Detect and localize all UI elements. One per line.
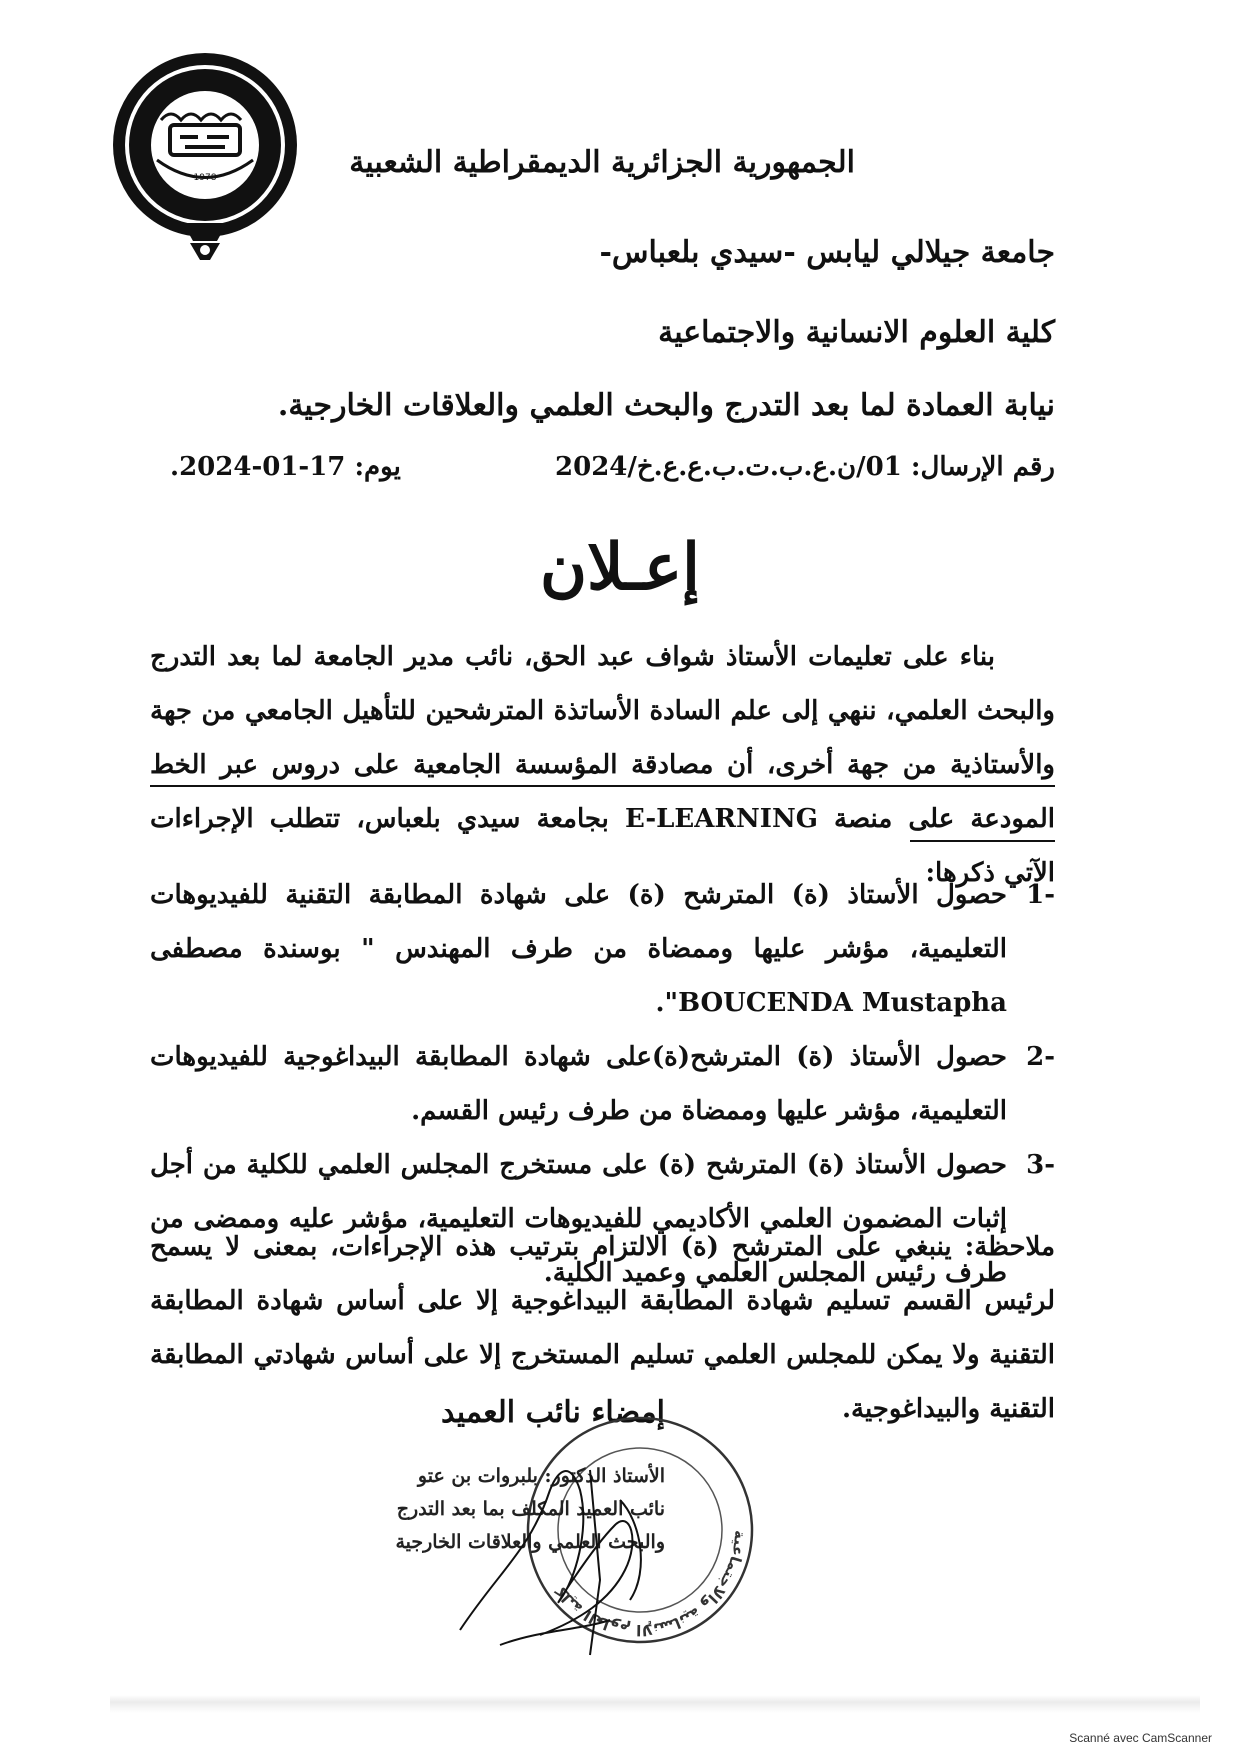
scan-edge-band: [110, 1695, 1200, 1713]
stamp-line: والبحث العلمي والعلاقات الخارجية: [395, 1531, 665, 1553]
logo-year: 1978: [193, 173, 217, 183]
handwritten-signature: [440, 1430, 740, 1660]
stamp-line: الأستاذ الدكتور: بلبروات بن عتو: [417, 1465, 665, 1487]
vice-deanship-name: نيابة العمادة لما بعد التدرج والبحث العلمي والعلاقات الخارجية.: [277, 388, 1055, 423]
reference-row: [170, 452, 1055, 496]
announcement-title: إعـلان: [540, 530, 700, 605]
item-number: -3: [1026, 1150, 1055, 1180]
signature-title: إمضاء نائب العميد: [441, 1395, 665, 1430]
item-text: حصول الأستاذ (ة) المترشح (ة) على مستخرج المجلس العلمي للكلية من أجل إثبات المضمون العلمي الأكاديمي للفيديوهات التعليمية، مؤشر عليه وممضى من طرف رئيس المجلس العلمي وعميد الكلية.: [150, 1150, 1007, 1288]
scanner-footer: Scanné avec CamScanner: [1069, 1731, 1212, 1745]
reference-number: رقم الإرسال: 01/ن.ع.ب.ت.ب.ع.ع.خ/2024: [555, 452, 1055, 482]
list-item: [150, 1030, 1055, 1138]
underline-mark: [150, 785, 1055, 787]
item-number: -1: [1026, 880, 1055, 910]
republic-title: الجمهورية الجزائرية الديمقراطية الشعبية: [349, 145, 855, 180]
intro-paragraph: [150, 630, 1055, 900]
note-paragraph: ملاحظة: ينبغي على المترشح (ة) الالتزام بترتيب هذه الإجراءات، بمعنى لا يسمح لرئيس القسم تسليم شهادة المطابقة البيداغوجية إلا على أساس شهادة المطابقة التقنية ولا يمكن للمجلس العلمي تسليم المستخرج إلا على أساس شهادتي المطابقة التقنية والبيداغوجية.: [150, 1232, 1055, 1424]
faculty-name: كلية العلوم الانسانية والاجتماعية: [658, 315, 1055, 350]
list-item: [150, 868, 1055, 1030]
item-number: -2: [1026, 1042, 1055, 1072]
stamp-ring-text: كلية العلوم الإنسانية والاجتماعية: [551, 1529, 750, 1640]
intro-text: بناء على تعليمات الأستاذ شواف عبد الحق، نائب مدير الجامعة لما بعد التدرج والبحث العلمي، ننهي إلى علم السادة الأساتذة المترشحين للتأهيل الجامعي من جهة والأستاذية من جهة أخرى، أن مصادقة المؤسسة الجامعية على دروس عبر الخط المودعة على منصة E-LEARNING بجامعة سيدي بلعباس، تتطلب الإجراءات الآتي ذكرها:: [150, 642, 1055, 888]
stamp-line: نائب العميد المكلف بما بعد التدرج: [396, 1498, 665, 1520]
reference-date: يوم: 17-01-2024.: [170, 452, 401, 482]
underline-mark-short: [910, 840, 1055, 842]
university-logo: [95, 45, 315, 265]
item-text: حصول الأستاذ (ة) المترشح (ة) على شهادة المطابقة التقنية للفيديوهات التعليمية، مؤشر عليها وممضاة من طرف المهندس " بوسندة مصطفى BOUCENDA Mustapha".: [150, 880, 1007, 1018]
university-name: جامعة جيلالي ليابس -سيدي بلعباس-: [599, 235, 1055, 270]
item-text: حصول الأستاذ (ة) المترشح(ة)على شهادة المطابقة البيداغوجية للفيديوهات التعليمية، مؤشر عليها وممضاة من طرف رئيس القسم.: [150, 1042, 1007, 1126]
